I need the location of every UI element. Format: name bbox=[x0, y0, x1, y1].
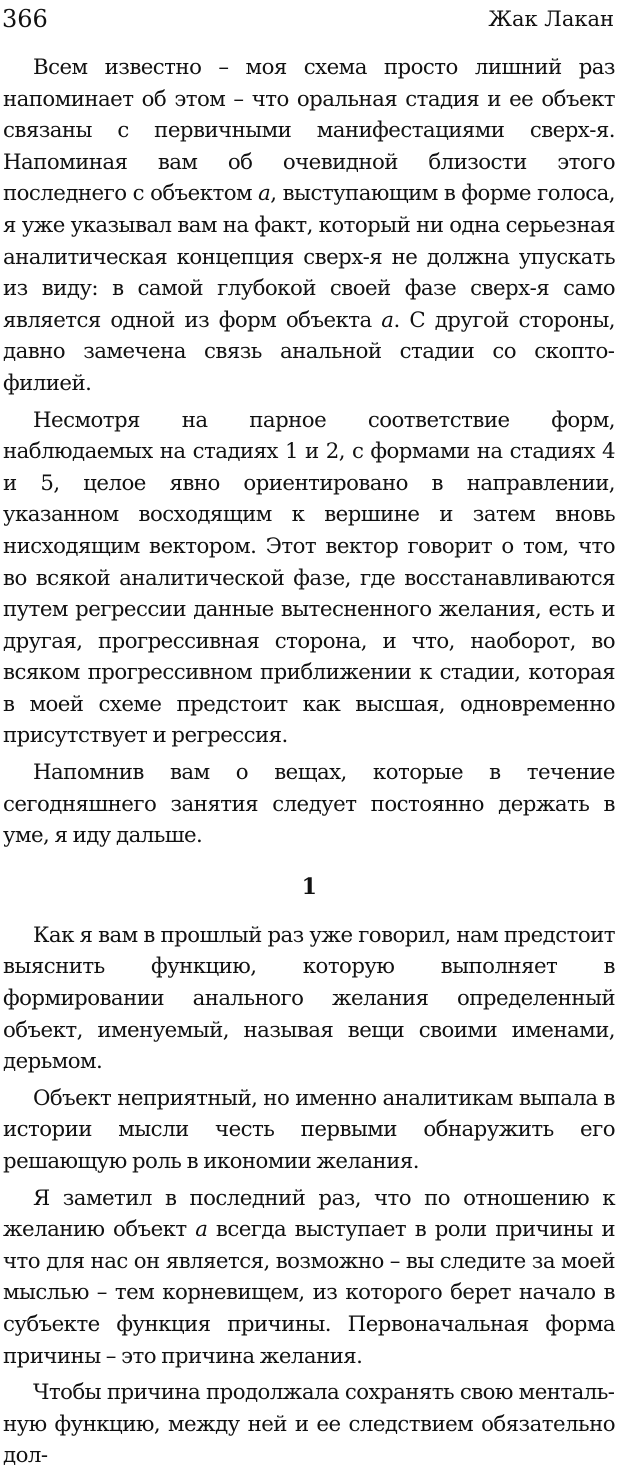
text-segment: Я заметил в последний раз, что по отношению к желанию объект bbox=[3, 1185, 615, 1243]
page-number: 366 bbox=[2, 5, 48, 33]
text-segment: , выступающим в форме голоса, я уже указывал вам на факт, который ни одна серьезная аналитическая концепция сверх-я не должна упускать из виду: в самой глубокой своей фазе сверх-я само является одной из форм объекта bbox=[3, 181, 615, 333]
paragraph bbox=[3, 1377, 615, 1472]
text-segment: Объект неприятный, но именно аналитикам выпала в истории мысли честь первыми обнаружить его решающую роль в икономии желания. bbox=[3, 1085, 615, 1174]
running-head: Жак Лакан bbox=[488, 7, 614, 31]
text-segment: . С другой стороны, давно замечена связь анальной стадии со скоптофилией. bbox=[3, 307, 615, 396]
italic-symbol: а bbox=[195, 1217, 208, 1243]
paragraph bbox=[3, 920, 615, 1078]
text-segment: Всем известно – моя схема просто лишний раз напоминает об этом – что оральная стадия и ее объект связаны с первичными манифестациями сверх-я. Напоминая вам об очевидной близости этого последнего с объектом bbox=[3, 55, 615, 207]
text-segment: Напомнив вам о вещах, которые в течение сегодняшнего занятия следует постоянно держать в уме, я иду дальше. bbox=[3, 760, 615, 849]
paragraph bbox=[3, 405, 615, 753]
text-segment: Как я вам в прошлый раз уже говорил, нам предстоит выяснить функцию, которую выполняет в формировании анального желания определенный объект, именуемый, называя вещи своими именами, дерьмом. bbox=[3, 922, 615, 1075]
text-segment: всегда выступает в роли причины и что для нас он является, возможно – вы следите за моей мыслью – тем корневищем, из которого берет начало в субъекте функция причины. Первоначальная форма причины – это причина желания. bbox=[3, 1217, 616, 1369]
section-number: 1 bbox=[301, 873, 317, 900]
paragraph bbox=[3, 1083, 615, 1178]
italic-symbol: а bbox=[381, 307, 394, 333]
text-segment: Чтобы причина продолжала сохранять свою ментальную функцию, между ней и ее следствием обязательно дол- bbox=[3, 1380, 615, 1469]
body-text bbox=[3, 52, 615, 1477]
italic-symbol: а bbox=[258, 181, 271, 207]
paragraph bbox=[3, 757, 615, 852]
paragraph bbox=[3, 52, 615, 400]
text-segment: Несмотря на парное соответствие форм, наблюдаемых на стадиях 1 и 2, с формами на стадиях 4 и 5, целое явно ориентировано в направлении, указанном восходящим к вершине и затем вновь нисходящим вектором. Этот вектор говорит о том, что во всякой аналитической фазе, где восстанавливаются путем регрессии данные вытесненного желания, есть и другая, прогрессивная сторона, и что, наоборот, во всяком прогрессивном приближении к стадии, которая в моей схеме предстоит как высшая, одновременно присутствует и регрессия. bbox=[3, 407, 615, 749]
paragraph bbox=[3, 1183, 615, 1373]
page-header bbox=[2, 2, 614, 36]
